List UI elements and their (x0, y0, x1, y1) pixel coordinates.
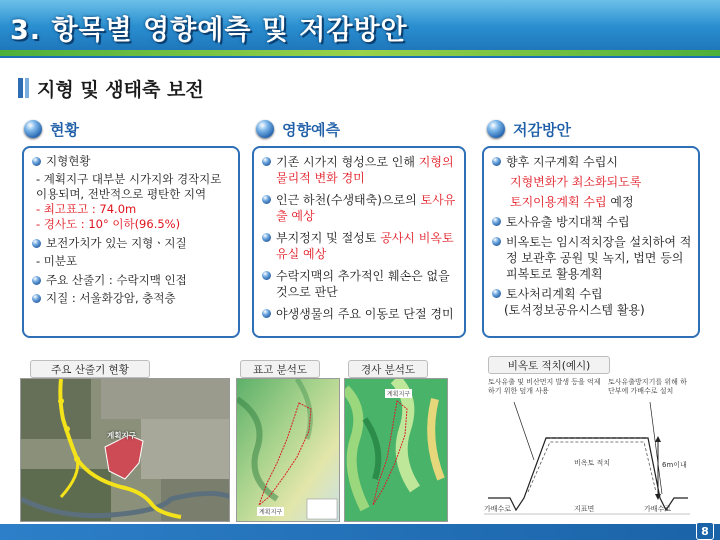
map-site-label: 계획지구 (107, 431, 136, 440)
slope-analysis-map (344, 378, 448, 522)
column-bullet-icon (487, 120, 505, 138)
list-item: 토사처리계획 수립 (492, 286, 692, 302)
diagram-ditch-right-label: 가배수로 (644, 505, 672, 513)
list-item: 지형현황 (32, 154, 232, 169)
list-item: 향후 지구계획 수립시 (492, 154, 692, 170)
elevation-analysis-map (236, 378, 340, 522)
list-item: 보전가치가 있는 지형ㆍ지질 (32, 236, 232, 251)
section-bar-icon (18, 78, 29, 98)
list-item: 토사유출 방지대책 수립 (492, 214, 692, 230)
current-box (22, 146, 240, 338)
diagram-note-left: 토사유출 및 비산먼지 발생 등을 억제하기 위한 덮개 사용 (488, 378, 601, 395)
page-title: 3. 항목별 영향예측 및 저감방안 (10, 15, 408, 46)
list-item: 지질 : 서울화강암, 충적층 (32, 291, 232, 306)
section-header (18, 76, 204, 100)
bullet-icon (262, 233, 271, 242)
bullet-icon (32, 276, 41, 285)
diagram-ditch-left-label: 가배수로 (484, 505, 512, 513)
list-item: 주요 산줄기 : 수락지맥 인접 (32, 273, 232, 288)
detail-text: - 미분포 (36, 254, 78, 268)
highlight-line: 토지이용계획 수립 예정 (510, 195, 634, 209)
list-item: 수락지맥의 추가적인 훼손은 없을 것으로 판단 (262, 268, 458, 300)
list-item: 비옥토는 임시적치장을 설치하여 적정 보관후 공원 및 녹지, 법면 등의 피복토로 활용계획 (492, 234, 692, 282)
topsoil-diagram-graphic (484, 376, 690, 522)
detail-text-highlight: - 최고표고 : 74.0m (36, 202, 137, 216)
bullet-icon (32, 239, 41, 248)
panel-label-slope: 경사 분석도 (348, 360, 428, 378)
bullet-icon (262, 271, 271, 280)
diagram-ground-label: 지표면 (574, 505, 595, 513)
diagram-note-right: 토사유출방지기를 위해 하단부에 가배수로 설치 (608, 378, 687, 395)
column-bullet-icon (24, 120, 42, 138)
list-item: 야생생물의 주요 이동로 단절 경미 (262, 306, 458, 322)
bullet-icon (262, 157, 271, 166)
bullet-icon (262, 309, 271, 318)
detail-text: (토석정보공유시스템 활용) (504, 303, 645, 317)
column-header-mitigation (487, 118, 571, 140)
slope-map-graphic (345, 379, 448, 522)
column-bullet-icon (256, 120, 274, 138)
bullet-icon (492, 217, 501, 226)
footer-bar (0, 524, 720, 540)
map-site-label: 계획지구 (387, 391, 411, 398)
column-header-current (24, 118, 79, 140)
column-header-prediction (256, 118, 340, 140)
bullet-icon (32, 294, 41, 303)
highlight-text: 지형변화가 최소화되도록 (510, 175, 642, 189)
column-title-mitigation: 저감방안 (513, 120, 571, 139)
panel-label-mountain: 주요 산줄기 현황 (30, 360, 150, 378)
panel-label-topsoil: 비옥토 적치(예시) (488, 356, 610, 374)
bullet-icon (262, 195, 271, 204)
bullet-icon (492, 237, 501, 246)
column-title-current: 현황 (50, 120, 79, 139)
bullet-icon (32, 157, 41, 166)
column-title-prediction: 영향예측 (282, 120, 340, 139)
detail-text-highlight: - 경사도 : 10° 이하(96.5%) (36, 217, 181, 231)
topsoil-storage-diagram (484, 376, 690, 522)
title-underline (0, 50, 720, 56)
list-item: 기존 시가지 형성으로 인해 지형의 물리적 변화 경미 (262, 154, 458, 186)
diagram-height-label: 6m이내 (662, 461, 687, 469)
prediction-box (252, 146, 466, 338)
page-number: 8 (696, 522, 714, 540)
mountain-ridge-map (20, 378, 230, 522)
bullet-icon (492, 157, 501, 166)
mitigation-box (482, 146, 700, 338)
aerial-map-graphic (21, 379, 230, 522)
panel-label-elevation: 표고 분석도 (240, 360, 320, 378)
bullet-icon (492, 289, 501, 298)
list-item: 인근 하천(수생태축)으로의 토사유출 예상 (262, 192, 458, 224)
title-bar (0, 0, 720, 58)
list-item: 부지정지 및 절성토 공사시 비옥토 유실 예상 (262, 230, 458, 262)
section-title: 지형 및 생태축 보전 (37, 78, 204, 101)
detail-text: - 계획지구 대부분 시가지와 경작지로 이용되며, 전반적으로 평탄한 지역 (36, 172, 222, 201)
diagram-pile-label: 비옥토 적치 (574, 459, 611, 467)
elevation-map-graphic (237, 379, 340, 522)
map-site-label: 계획지구 (259, 509, 283, 516)
